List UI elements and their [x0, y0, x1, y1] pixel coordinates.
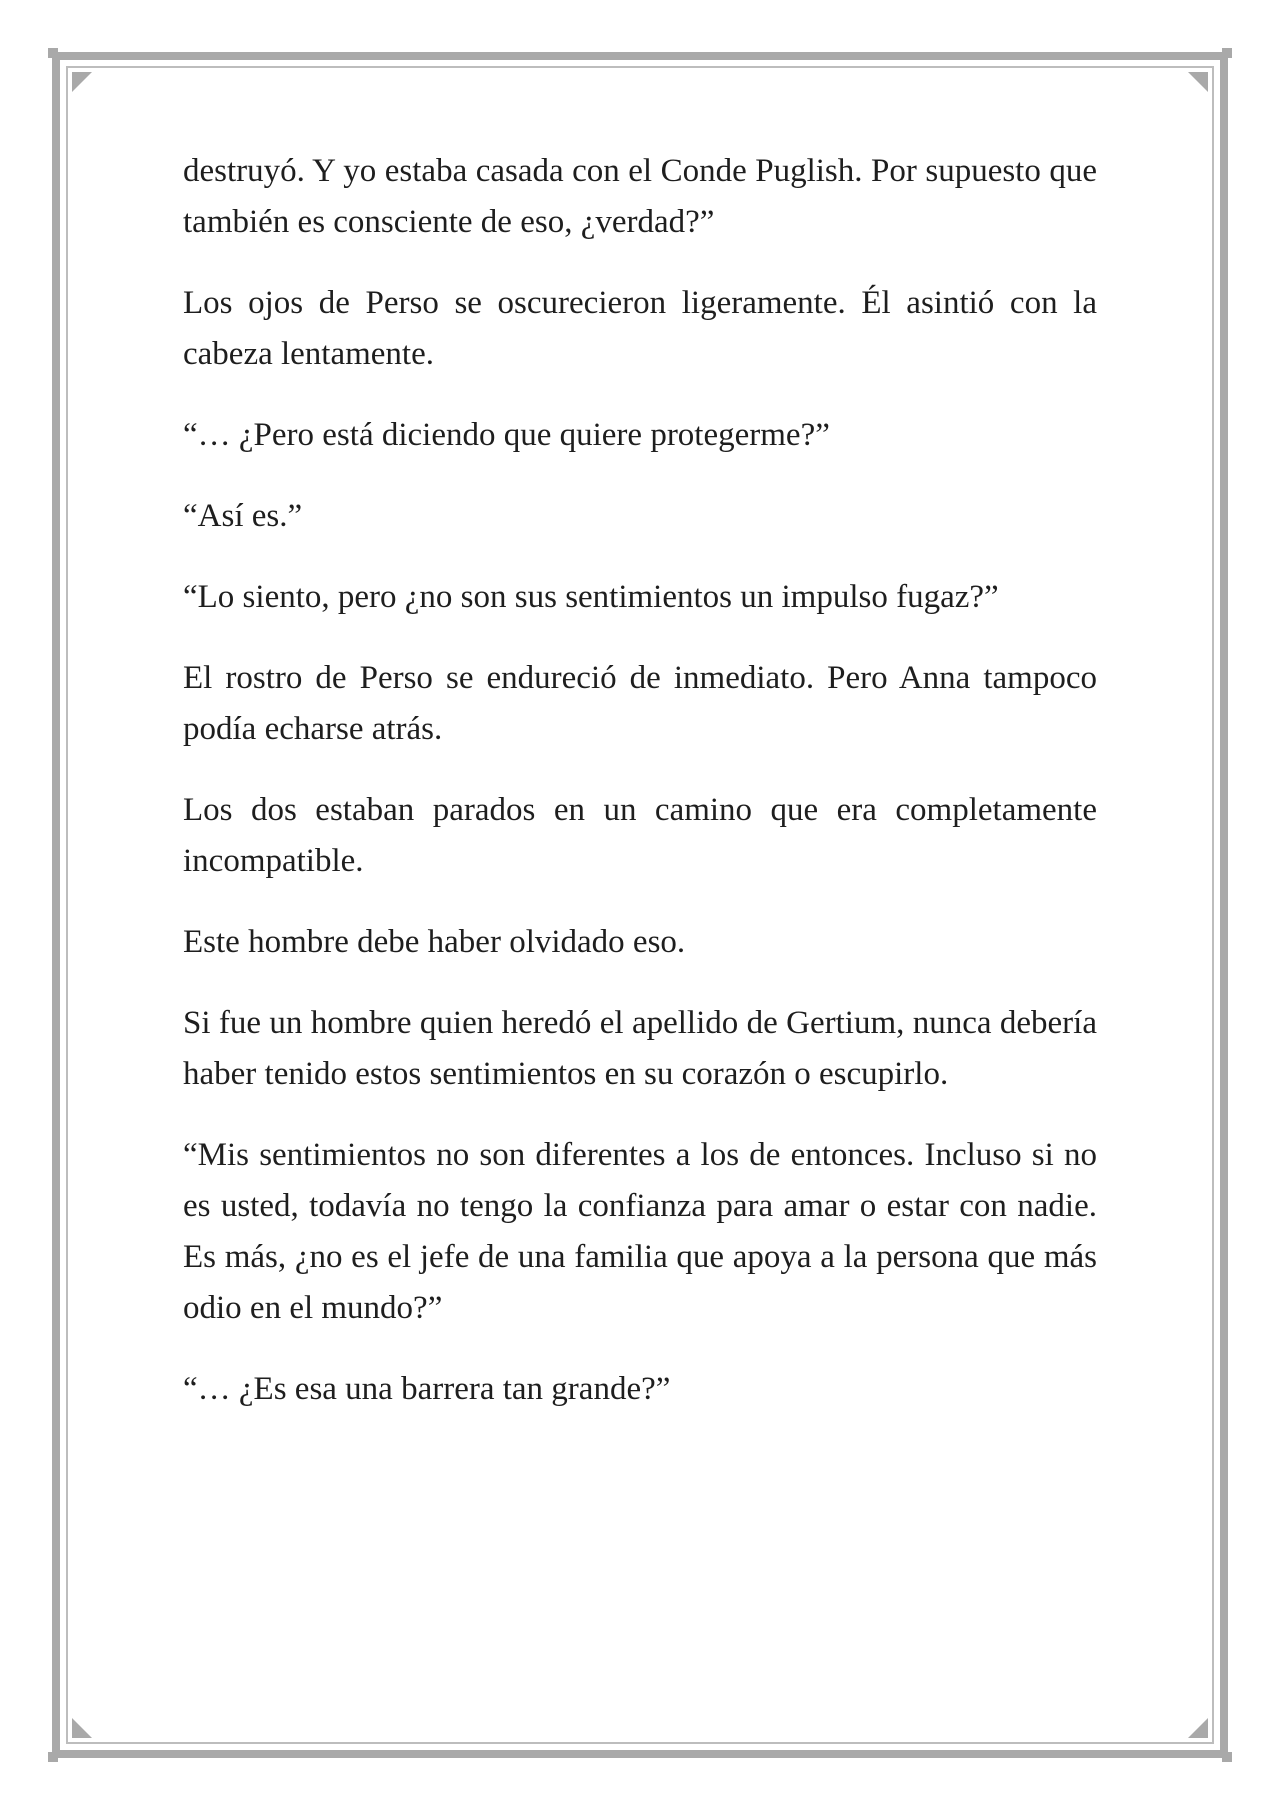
paragraph: “… ¿Pero está diciendo que quiere protegerme?”	[183, 417, 830, 453]
corner-ornament-bottom-left	[48, 1752, 58, 1762]
page-body	[183, 146, 1097, 1445]
corner-ornament-top-right	[1222, 48, 1232, 58]
paragraph: “Así es.”	[183, 498, 303, 534]
corner-triangle-bottom-right	[1188, 1718, 1208, 1738]
corner-ornament-bottom-right	[1222, 1752, 1232, 1762]
paragraph: Este hombre debe haber olvidado eso.	[183, 924, 686, 960]
paragraph: destruyó. Y yo estaba casada con el Conde Puglish. Por supuesto que también es consciente de eso, ¿verdad?”	[183, 153, 1097, 240]
paragraph: “Lo siento, pero ¿no son sus sentimientos un impulso fugaz?”	[183, 579, 999, 615]
corner-triangle-top-right	[1188, 72, 1208, 92]
corner-triangle-bottom-left	[72, 1718, 92, 1738]
corner-triangle-top-left	[72, 72, 92, 92]
corner-ornament-top-left	[48, 48, 58, 58]
paragraph: Si fue un hombre quien heredó el apellido de Gertium, nunca debería haber tenido estos sentimientos en su corazón o escupirlo.	[183, 1005, 1097, 1092]
paragraph: El rostro de Perso se endureció de inmediato. Pero Anna tampoco podía echarse atrás.	[183, 660, 1097, 747]
paragraph: “Mis sentimientos no son diferentes a los de entonces. Incluso si no es usted, todavía no tengo la confianza para amar o estar con nadie. Es más, ¿no es el jefe de una familia que apoya a la persona que más odio en el mundo?”	[183, 1137, 1097, 1326]
paragraph: Los dos estaban parados en un camino que era completamente incompatible.	[183, 792, 1097, 879]
paragraph: “… ¿Es esa una barrera tan grande?”	[183, 1371, 671, 1407]
paragraph: Los ojos de Perso se oscurecieron ligeramente. Él asintió con la cabeza lentamente.	[183, 285, 1097, 372]
